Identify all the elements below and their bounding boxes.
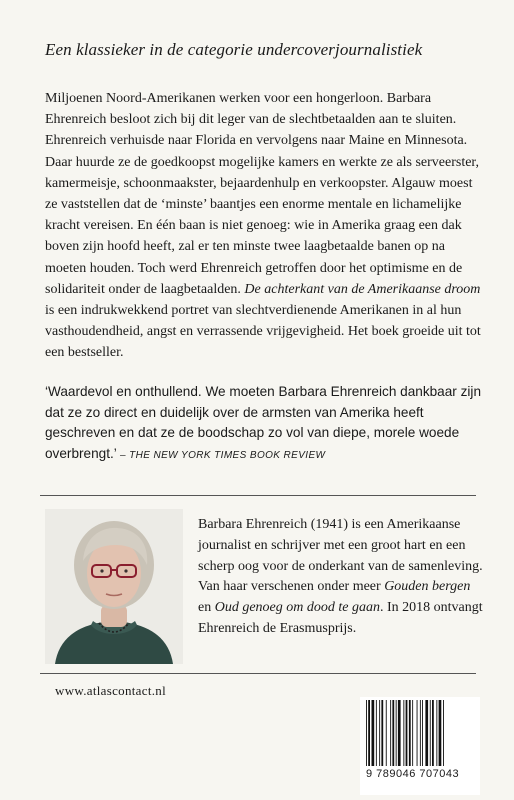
divider-top — [40, 495, 476, 496]
review-quote — [45, 382, 485, 466]
bio-book-1: Gouden bergen — [384, 579, 471, 595]
blurb-book-title: De achterkant van de Amerikaanse droom — [244, 281, 481, 297]
blurb-text-2: is een indrukwekkend portret van slechtverdienende Amerikanen in al hun vasthoudendheid, angst en verrassende vrijgevigheid. Het boek groeide uit tot een bestseller. — [45, 303, 481, 361]
blurb-text-1: Miljoenen Noord-Amerikanen werken voor een hongerloon. Barbara Ehrenreich besloot zich bij dit leger van de slechtbetaalden aan te sluiten. Ehrenreich verhuisde naar Florida en vervolgens naar Maine en Minnesota. Daar huurde ze de goedkoopst mogelijke kamers en werkte ze als serveerster, kamermeisje, schoonmaakster, bejaardenhulp en verkoopster. Algauw moest ze vaststellen dat de ‘minste’ baantjes een enorme mentale en lichamelijke kracht vereisen. En één baan is niet genoeg: wie in Amerika graag een dak boven zijn hoofd heeft, zal er ten minste twee laagbetaalde banen op na moeten houden. Toch werd Ehrenreich getroffen door het optimisme en de solidariteit onder de laagbetaalden. — [45, 91, 480, 297]
tagline: Een klassieker in de categorie undercoverjournalistiek — [45, 40, 423, 59]
author-bio — [198, 515, 483, 640]
bio-text-3: . In 2018 ontvangt Ehrenreich de Erasmusprijs. — [198, 600, 483, 636]
bio-text-1: Barbara Ehrenreich (1941) is een Amerikaanse journalist en schrijver met een groot hart en een scherp oog voor de onderkant van de samenleving. Van haar verschenen onder meer — [198, 517, 483, 595]
publisher-website[interactable]: www.atlascontact.nl — [55, 683, 166, 698]
quote-source: – THE NEW YORK TIMES BOOK REVIEW — [116, 449, 326, 461]
author-photo — [45, 509, 183, 664]
author-portrait-image — [45, 509, 183, 664]
blurb — [45, 88, 485, 364]
barcode-bars — [360, 697, 480, 767]
divider-bottom — [40, 673, 476, 674]
quote-text: ‘Waardevol en onthullend. We moeten Barbara Ehrenreich dankbaar zijn dat ze zo direct en duidelijk over de armsten van Amerika heeft geschreven en dat ze de boodschap zo vol van diepe, morele woede overbrengt.’ — [45, 384, 482, 461]
bio-book-2: Oud genoeg om dood te gaan — [214, 600, 380, 616]
isbn-number: 9 789046 707043 — [366, 768, 460, 780]
bio-text-2: en — [198, 600, 215, 616]
isbn-barcode — [360, 697, 480, 795]
